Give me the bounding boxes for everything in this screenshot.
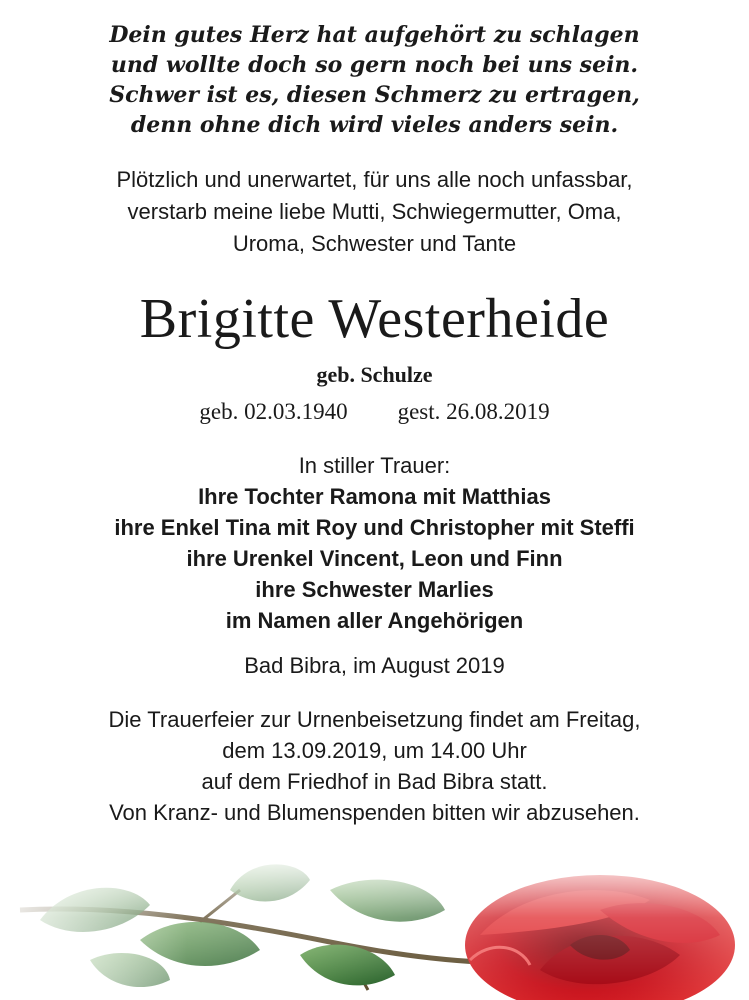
announcement-line: Uroma, Schwester und Tante (232, 231, 517, 256)
maiden-name: geb. Schulze (316, 362, 433, 387)
funeral-line: Von Kranz- und Blumenspenden bitten wir abzusehen. (109, 800, 640, 825)
mourner-line: Ihre Tochter Ramona mit Matthias (198, 484, 551, 509)
mourner-line: ihre Enkel Tina mit Roy und Christopher mit Steffi (114, 515, 635, 540)
announcement-line: verstarb meine liebe Mutti, Schwiegermutter, Oma, (127, 199, 622, 224)
funeral-line: Die Trauerfeier zur Urnenbeisetzung findet am Freitag, (108, 707, 641, 732)
rose-decoration (0, 850, 749, 1000)
mourner-line: ihre Urenkel Vincent, Leon und Finn (186, 546, 563, 571)
poem-line: Schwer ist es, diesen Schmerz zu ertragen, (109, 82, 640, 108)
place-and-date: Bad Bibra, im August 2019 (244, 653, 505, 678)
funeral-line: dem 13.09.2019, um 14.00 Uhr (222, 738, 527, 763)
mourner-line: im Namen aller Angehörigen (225, 608, 524, 633)
announcement-line: Plötzlich und unerwartet, für uns alle noch unfassbar, (116, 167, 633, 192)
poem-line: denn ohne dich wird vieles anders sein. (130, 112, 619, 138)
mourners-list (0, 450, 749, 636)
funeral-info (0, 704, 749, 828)
poem-line: Dein gutes Herz hat aufgehört zu schlagen (109, 22, 640, 48)
funeral-line: auf dem Friedhof in Bad Bibra statt. (201, 769, 548, 794)
poem-line: und wollte doch so gern noch bei uns sein. (110, 52, 639, 78)
life-dates (0, 396, 749, 428)
birth-date: geb. 02.03.1940 (199, 399, 348, 424)
death-announcement (0, 164, 749, 260)
memorial-poem (0, 20, 749, 140)
mourners-heading: In stiller Trauer: (298, 453, 451, 478)
mourner-line: ihre Schwester Marlies (255, 577, 494, 602)
deceased-name: Brigitte Westerheide (139, 288, 610, 350)
death-date: gest. 26.08.2019 (397, 399, 550, 424)
